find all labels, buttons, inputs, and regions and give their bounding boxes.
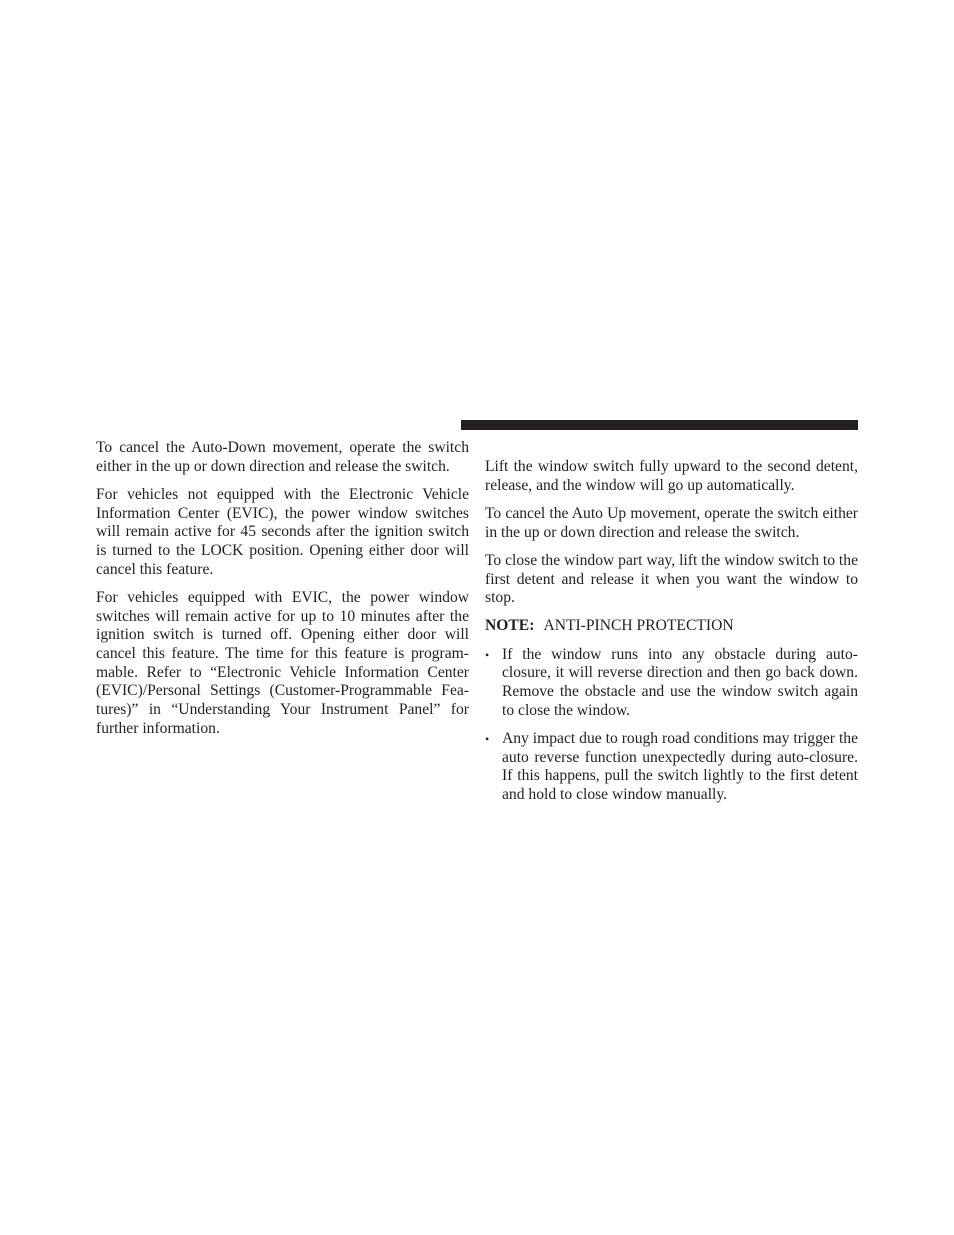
bullet-icon: •	[485, 647, 490, 662]
list-item	[485, 646, 858, 721]
paragraph-cancel-auto-down: To cancel the Auto-Down movement, operate the switch either in the up or down direction and release the switch.	[96, 439, 469, 475]
left-column	[96, 439, 469, 748]
paragraph-cancel-auto-up: To cancel the Auto Up movement, operate the switch either in the up or down direction and release the switch.	[485, 504, 858, 541]
paragraph-without-evic: For vehicles not equipped with the Electronic Vehicle Information Center (EVIC), the power window switches will remain active for 45 seconds after the ignition switch is turned to the LOCK position. Opening either door will cancel this feature.	[96, 485, 469, 578]
anti-pinch-list	[485, 646, 858, 805]
section-header-rule	[461, 420, 858, 430]
bullet-icon: •	[485, 731, 490, 746]
paragraph-auto-up: Lift the window switch fully upward to the second detent, release, and the window will go up automatically.	[485, 458, 858, 494]
paragraph-with-evic: For vehicles equipped with EVIC, the power window switches will remain active for up to 10 minutes after the ignition switch is turned off. Opening either door will cancel this feature. The time for this feature is programmable. Refer to “Electronic Vehicle Information Center (EVIC)/Personal Settings (Customer-Programmable Features)” in “Understanding Your Instrument Panel” for further information.	[96, 588, 469, 737]
list-item-text: Any impact due to rough road conditions may trigger the auto reverse function unexpectedly during auto-closure. If this happens, pull the switch lightly to the first detent and hold to close window manually.	[502, 729, 858, 804]
note-text: ANTI-PINCH PROTECTION	[543, 617, 734, 635]
right-column	[485, 458, 858, 814]
note-label: NOTE:	[485, 617, 535, 635]
list-item	[485, 730, 858, 805]
paragraph-close-part-way: To close the window part way, lift the window switch to the first detent and release it when you want the window to stop.	[485, 551, 858, 607]
list-item-text: If the window runs into any obstacle during auto-closure, it will reverse direction and then go back down. Remove the obstacle and use the window switch again to close the window.	[502, 645, 858, 719]
note	[485, 617, 858, 636]
